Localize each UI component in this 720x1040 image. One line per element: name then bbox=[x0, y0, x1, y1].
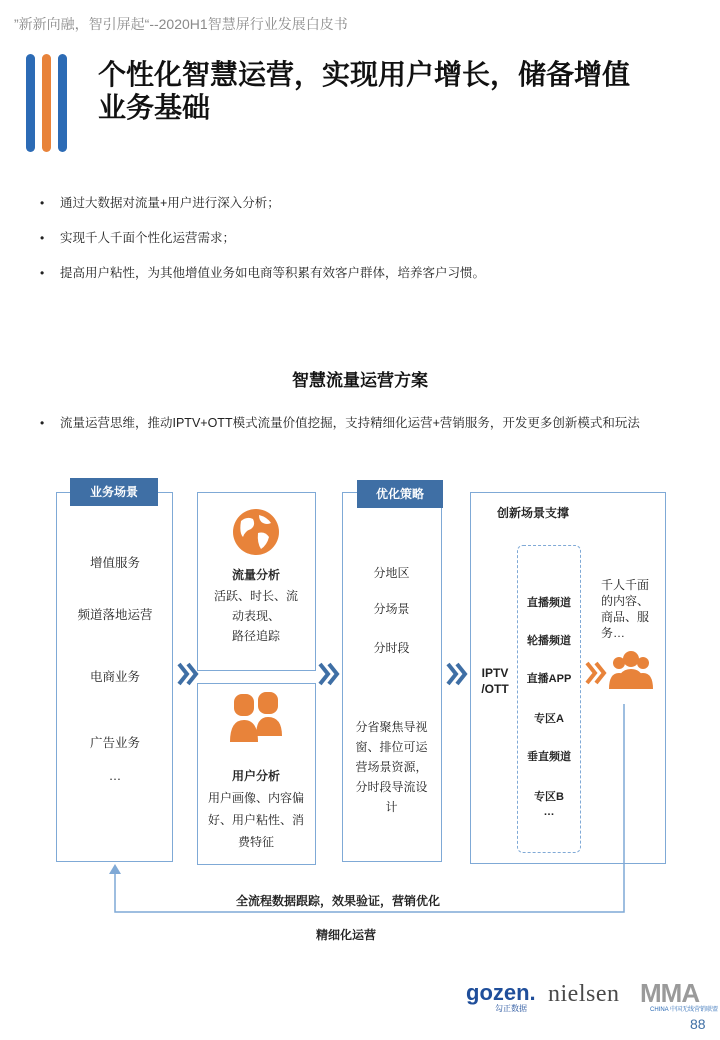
traffic-analysis-line: 动表现、 bbox=[231, 609, 280, 623]
traffic-analysis-line: 活跃、时长、流 bbox=[213, 589, 298, 603]
nielsen-logo: nielsen bbox=[548, 981, 620, 1007]
business-item: 频道落地运营 bbox=[77, 608, 153, 622]
user-analysis-line: 用户画像、内容偏 bbox=[207, 791, 304, 805]
page-title-line-2: 业务基础 bbox=[98, 92, 211, 123]
innovation-support-title: 创新场景支撑 bbox=[497, 506, 570, 520]
traffic-analysis-title: 流量分析 bbox=[231, 568, 280, 582]
business-item: 电商业务 bbox=[89, 670, 140, 684]
strategy-desc-line: 营场景资源， bbox=[355, 760, 428, 774]
channel-item: 专区B bbox=[534, 791, 564, 803]
feedback-sub-label: 精细化运营 bbox=[316, 928, 377, 942]
user-analysis-title: 用户分析 bbox=[231, 769, 280, 783]
channel-item: … bbox=[543, 806, 555, 818]
business-item: … bbox=[108, 769, 122, 783]
mma-logo: MMA bbox=[640, 978, 700, 1008]
bullet-item: • 实现千人千面个性化运营需求； bbox=[40, 229, 700, 247]
page-number: 88 bbox=[690, 1016, 706, 1032]
result-line: 千人千面 bbox=[601, 578, 650, 592]
user-analysis-line: 费特征 bbox=[237, 835, 274, 849]
page-title-line-1: 个性化智慧运营，实现用户增长，储备增值 bbox=[98, 59, 631, 90]
user-analysis-line: 好、用户粘性、消 bbox=[207, 813, 304, 827]
channel-item: 垂直频道 bbox=[527, 751, 571, 763]
gozen-logo: gozen. bbox=[466, 980, 536, 1005]
business-item: 广告业务 bbox=[89, 736, 140, 750]
strategy-item: 分地区 bbox=[373, 566, 410, 580]
strategy-item: 分时段 bbox=[373, 641, 410, 655]
strategy-item: 分场景 bbox=[373, 602, 410, 616]
bullet-item: • 流量运营思维，推动IPTV+OTT模式流量价值挖掘，支持精细化运营+营销服务，开发更多创新模式和玩法 bbox=[40, 414, 710, 432]
channel-item: 直播APP bbox=[526, 673, 572, 685]
strategy-desc-line: 窗、排位可运 bbox=[355, 740, 428, 754]
platform-label-line: /OTT bbox=[481, 682, 509, 696]
channel-item: 直播频道 bbox=[527, 597, 571, 609]
business-scenario-tag: 业务场景 bbox=[70, 478, 158, 506]
gozen-logo-subtitle: 勾正数据 bbox=[495, 1004, 527, 1013]
result-line: 的内容、 bbox=[601, 594, 650, 608]
business-item: 增值服务 bbox=[89, 556, 140, 570]
strategy-desc-line: 分省聚焦导视 bbox=[355, 720, 428, 734]
section-title: 智慧流量运营方案 bbox=[292, 371, 428, 390]
feedback-label: 全流程数据跟踪，效果验证，营销优化 bbox=[236, 894, 441, 908]
channel-item: 专区A bbox=[534, 713, 564, 725]
traffic-analysis-line: 路径追踪 bbox=[231, 629, 280, 643]
result-line: 务… bbox=[601, 626, 626, 640]
optimization-strategy-tag: 优化策略 bbox=[357, 480, 443, 508]
mma-logo-subtitle: CHINA 中国无线营销联盟 bbox=[650, 1007, 719, 1013]
bullet-item: • 通过大数据对流量+用户进行深入分析； bbox=[40, 194, 700, 212]
channel-item: 轮播频道 bbox=[527, 635, 571, 647]
strategy-desc-line: 计 bbox=[385, 800, 398, 814]
result-line: 商品、服 bbox=[601, 610, 650, 624]
strategy-desc-line: 分时段导流设 bbox=[355, 780, 428, 794]
bullet-item: • 提高用户粘性，为其他增值业务如电商等积累有效客户群体，培养客户习惯。 bbox=[40, 264, 700, 282]
document-header: ”新新向融，智引屏起“--2020H1智慧屏行业发展白皮书 bbox=[14, 16, 348, 32]
platform-label-line: IPTV bbox=[481, 666, 509, 680]
